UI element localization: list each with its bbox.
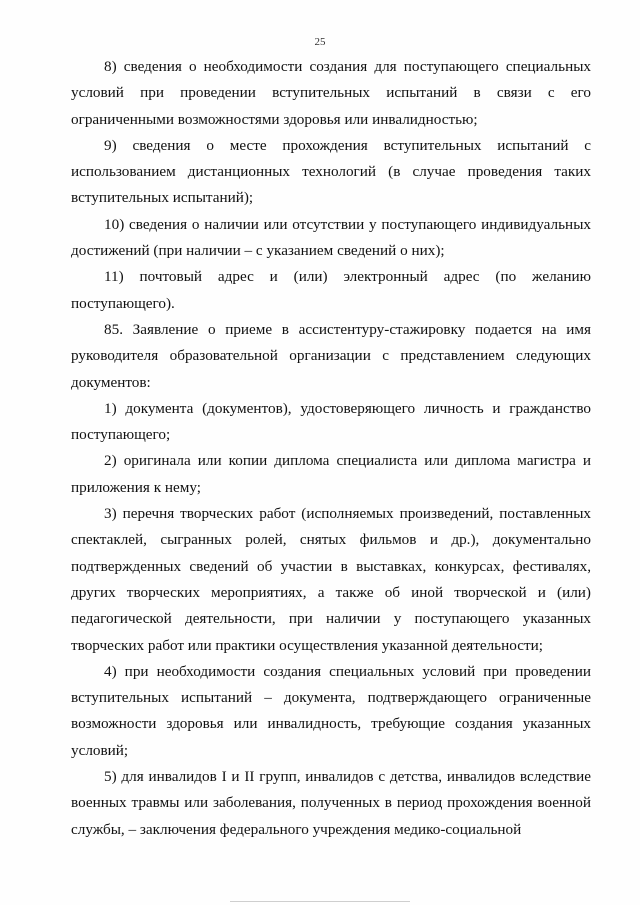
paragraph-doc-4: 4) при необходимости создания специальных условий при проведении вступительных испытаний – документа, подтверждающего ограниченные возможности здоровья или инвалидность, требующие создания указанных условий; [71,662,591,759]
paragraph-item-10: 10) сведения о наличии или отсутствии у поступающего индивидуальных достижений (при наличии – с указанием сведений о них); [71,215,591,260]
paragraph-doc-5: 5) для инвалидов I и II групп, инвалидов с детства, инвалидов вследствие военных травмы или заболевания, полученных в период прохождения военной службы, – заключения федерального учреждения медико-социальной [71,768,591,838]
paragraph-section-85: 85. Заявление о приеме в ассистентуру-стажировку подается на имя руководителя образовательной организации с представлением следующих документов: [71,320,591,391]
paragraph-doc-1: 1) документа (документов), удостоверяющего личность и гражданство поступающего; [71,399,591,444]
document-body [71,54,591,843]
paragraph-doc-3: 3) перечня творческих работ (исполняемых произведений, поставленных спектаклей, сыгранных ролей, снятых фильмов и др.), документально подтвержденных сведений об участии в выставках, конкурсах, фестивалях, других творческих мероприятиях, а также об иной творческой и (или) педагогической деятельности, при наличии у поступающего указанных творческих работ или практики осуществления указанной деятельности; [71,505,591,654]
paragraph-item-11: 11) почтовый адрес и (или) электронный адрес (по желанию поступающего). [71,268,591,312]
paragraph-doc-2: 2) оригинала или копии диплома специалиста или диплома магистра и приложения к нему; [71,452,591,496]
page-number: 25 [314,36,326,48]
page-bottom-divider [230,901,410,902]
paragraph-item-9: 9) сведения о месте прохождения вступительных испытаний с использованием дистанционных технологий (в случае проведения таких вступительных испытаний); [71,136,591,207]
paragraph-item-8: 8) сведения о необходимости создания для поступающего специальных условий при проведении вступительных испытаний в связи с его ограниченными возможностями здоровья или инвалидностью; [71,58,591,128]
